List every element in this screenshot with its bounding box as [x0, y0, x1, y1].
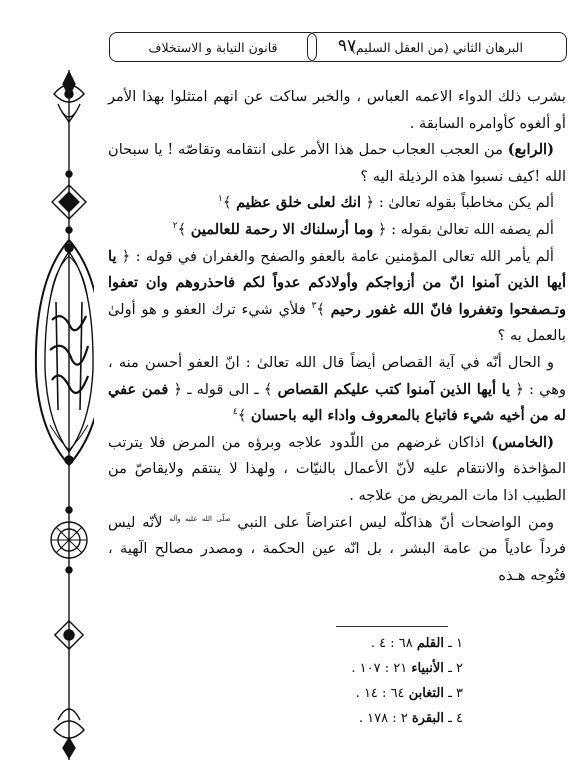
- footnote-4-num: ٤ ـ: [443, 711, 463, 726]
- footnote-1: [371, 636, 463, 651]
- paragraph-1-text: بشرب ذلك الدواء الاعمه العباس ، والخبر ساكت عن انهم امتثلوا بهذا الأمر أو ألغوه كأوامره السابقة .: [108, 88, 566, 132]
- footnote-ref-1: ١: [218, 194, 223, 205]
- page-header: [14, 32, 567, 62]
- footnote-3-source: التغابن: [408, 686, 444, 701]
- footnote-1-num: ١ ـ: [443, 636, 463, 651]
- footnote-2-source: الأنبياء: [411, 661, 444, 676]
- paragraph-7: [108, 430, 566, 510]
- footnote-4-ref: ٢ : ١٧٨ .: [358, 711, 412, 726]
- paragraph-8-text: لأنّه ليس فرداً عادياً من عامة البشر ، بل انّه عين الحكمة ، ومصدر مصالح الٓهية ، فتُوجه هـذه: [108, 513, 566, 584]
- footnote-3-num: ٣ ـ: [443, 686, 463, 701]
- footnote-ref-2: ٢: [172, 221, 178, 232]
- footnote-divider: [336, 626, 448, 627]
- ornamental-side-border: [14, 70, 94, 760]
- point-five-heading: (الخامس): [491, 433, 554, 451]
- footnote-1-source: القلم: [416, 636, 444, 651]
- honorific: صلّى الله عليه وآله: [169, 514, 231, 523]
- paragraph-5: [108, 244, 566, 350]
- footnote-4: [359, 711, 463, 726]
- quote-close-3: ﴾: [316, 300, 331, 318]
- footnote-2-ref: ٢١ : ١٠٧ .: [351, 661, 412, 676]
- paragraph-4-intro: ألم يصفه الله تعالىٰ بقوله : ﴿: [373, 220, 554, 238]
- paragraph-7-text: اذاكان غرضهم من اللّدود علاجه وبرؤه من المرض فلا يترتب المؤاخذة والانتقام عليه لأنّ الأعمال بالنيّات ، ولهذا لا ينتقم ولايقاصّ من الطبيب اذا مات المريض من علاجه .: [108, 433, 566, 504]
- paragraph-8: [108, 510, 566, 590]
- page-number: ٩٧: [337, 36, 357, 56]
- section-title: قانون النيابة و الاستخلاف: [148, 39, 278, 55]
- paragraph-1: [108, 84, 566, 137]
- footnote-4-source: البقرة: [411, 711, 444, 726]
- quote-close-4: ﴾: [237, 407, 251, 425]
- quran-quote-3: يا أيها الذين آمنوا انّ من أزواجكم وأولادكم عدواً لكم فاحذروهم وان تعفوا وتـصفحوا وتغفروا فانّ الله غفور رحيم: [108, 247, 566, 318]
- footnote-2: [351, 661, 463, 676]
- main-body-text: [108, 84, 566, 589]
- quote-close-2: ﴾: [177, 220, 191, 238]
- quran-quote-4a: يا أيها الذين آمنوا كتب عليكم القصاص: [277, 380, 511, 398]
- footnote-3-ref: ٦٤ : ١٤ .: [355, 686, 409, 701]
- point-four-heading: (الرابع): [507, 141, 554, 159]
- quote-close-1: ﴾: [222, 194, 237, 212]
- quran-quote-2: وما أرسلناك الا رحمة للعالمين: [190, 220, 374, 238]
- paragraph-5-intro: ألم يأمر الله تعالى المؤمنين عامة بالعفو والصفح والغفران في قوله : ﴿: [116, 247, 554, 265]
- footnote-3: [356, 686, 463, 701]
- footnote-1-ref: ٦٨ : ٤ .: [370, 636, 417, 651]
- paragraph-3-intro: ألم يكن مخاطباً بقوله تعالىٰ : ﴿: [361, 194, 554, 212]
- quran-quote-1: انك لعلى خلق عظيم: [236, 194, 362, 212]
- footnote-ref-4: ٤: [232, 407, 238, 418]
- paragraph-8-intro: ومن الواضحات أنّ هذاكلّه ليس اعتراضاً على النبي: [230, 513, 554, 531]
- quran-quote-4b: فمن عفي له من أخيه شيء فاتباع بالمعروف واداء اليه باحسان: [108, 380, 566, 425]
- paragraph-6: [108, 350, 566, 430]
- footnote-2-num: ٢ ـ: [443, 661, 463, 676]
- paragraph-6-mid: ﴾ ـ الى قوله ـ ﴿: [168, 380, 278, 398]
- paragraph-3: [108, 190, 566, 217]
- section-title-box: [109, 32, 317, 62]
- chapter-title: البرهان الثاني (من العقل السليم): [351, 39, 523, 55]
- paragraph-2: [108, 137, 566, 190]
- paragraph-2-text: من العجب العجاب حمل هذا الأمر على انتقامه وتقاصّه ! يا سبحان الله !كيف نسبوا هذه الرذيلة اليه ؟: [108, 141, 566, 185]
- paragraph-5-end: فلأي شيء ترك العفو و هو أولىٰ بالعمل به ؟: [108, 300, 566, 345]
- footnote-ref-3: ٣: [311, 300, 317, 311]
- paragraph-6-intro: و الحال أنّه في آية القصاص أيضاً قال الله تعالىٰ : انّ العفو أحسن منه ، وهي : ﴿: [108, 353, 567, 398]
- paragraph-4: [108, 217, 566, 244]
